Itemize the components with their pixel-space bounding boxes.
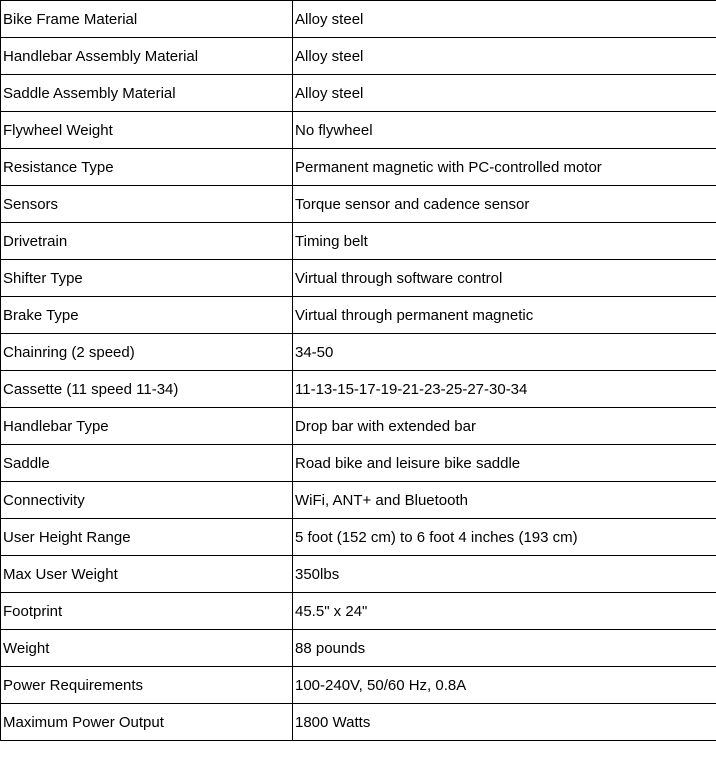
spec-label-cell: Handlebar Type — [1, 408, 293, 445]
table-row — [1, 445, 716, 482]
spec-label-cell: User Height Range — [1, 519, 293, 556]
spec-label-cell: Connectivity — [1, 482, 293, 519]
table-row — [1, 334, 716, 371]
table-row — [1, 704, 716, 741]
spec-value-cell: Alloy steel — [293, 38, 716, 75]
spec-label-cell: Chainring (2 speed) — [1, 334, 293, 371]
spec-value-cell: Virtual through software control — [293, 260, 716, 297]
spec-label-cell: Shifter Type — [1, 260, 293, 297]
spec-label-cell: Bike Frame Material — [1, 1, 293, 38]
spec-label-cell: Cassette (11 speed 11-34) — [1, 371, 293, 408]
spec-value-cell: 1800 Watts — [293, 704, 716, 741]
table-row — [1, 630, 716, 667]
table-row — [1, 149, 716, 186]
table-row — [1, 408, 716, 445]
spec-value-cell: Alloy steel — [293, 1, 716, 38]
spec-label-cell: Handlebar Assembly Material — [1, 38, 293, 75]
table-row — [1, 112, 716, 149]
spec-value-cell: Virtual through permanent magnetic — [293, 297, 716, 334]
table-row — [1, 75, 716, 112]
table-row — [1, 556, 716, 593]
spec-label-cell: Brake Type — [1, 297, 293, 334]
spec-value-cell: 100-240V, 50/60 Hz, 0.8A — [293, 667, 716, 704]
spec-label-cell: Saddle — [1, 445, 293, 482]
table-row — [1, 667, 716, 704]
table-row — [1, 38, 716, 75]
table-row — [1, 593, 716, 630]
spec-label-cell: Max User Weight — [1, 556, 293, 593]
table-row — [1, 1, 716, 38]
table-row — [1, 186, 716, 223]
spec-label-cell: Flywheel Weight — [1, 112, 293, 149]
spec-value-cell: 34-50 — [293, 334, 716, 371]
spec-value-cell: Timing belt — [293, 223, 716, 260]
spec-label-cell: Drivetrain — [1, 223, 293, 260]
spec-value-cell: 11-13-15-17-19-21-23-25-27-30-34 — [293, 371, 716, 408]
spec-value-cell: Alloy steel — [293, 75, 716, 112]
spec-value-cell: No flywheel — [293, 112, 716, 149]
spec-label-cell: Saddle Assembly Material — [1, 75, 293, 112]
spec-value-cell: Road bike and leisure bike saddle — [293, 445, 716, 482]
spec-label-cell: Resistance Type — [1, 149, 293, 186]
spec-label-cell: Power Requirements — [1, 667, 293, 704]
spec-value-cell: 350lbs — [293, 556, 716, 593]
spec-label-cell: Sensors — [1, 186, 293, 223]
spec-label-cell: Footprint — [1, 593, 293, 630]
spec-value-cell: 5 foot (152 cm) to 6 foot 4 inches (193 cm) — [293, 519, 716, 556]
spec-table-body — [1, 1, 716, 741]
spec-label-cell: Weight — [1, 630, 293, 667]
spec-value-cell: Permanent magnetic with PC-controlled motor — [293, 149, 716, 186]
spec-value-cell: Torque sensor and cadence sensor — [293, 186, 716, 223]
table-row — [1, 371, 716, 408]
table-row — [1, 260, 716, 297]
table-row — [1, 482, 716, 519]
table-row — [1, 519, 716, 556]
table-row — [1, 297, 716, 334]
spec-label-cell: Maximum Power Output — [1, 704, 293, 741]
spec-value-cell: 88 pounds — [293, 630, 716, 667]
table-row — [1, 223, 716, 260]
spec-value-cell: WiFi, ANT+ and Bluetooth — [293, 482, 716, 519]
spec-value-cell: 45.5" x 24" — [293, 593, 716, 630]
spec-value-cell: Drop bar with extended bar — [293, 408, 716, 445]
